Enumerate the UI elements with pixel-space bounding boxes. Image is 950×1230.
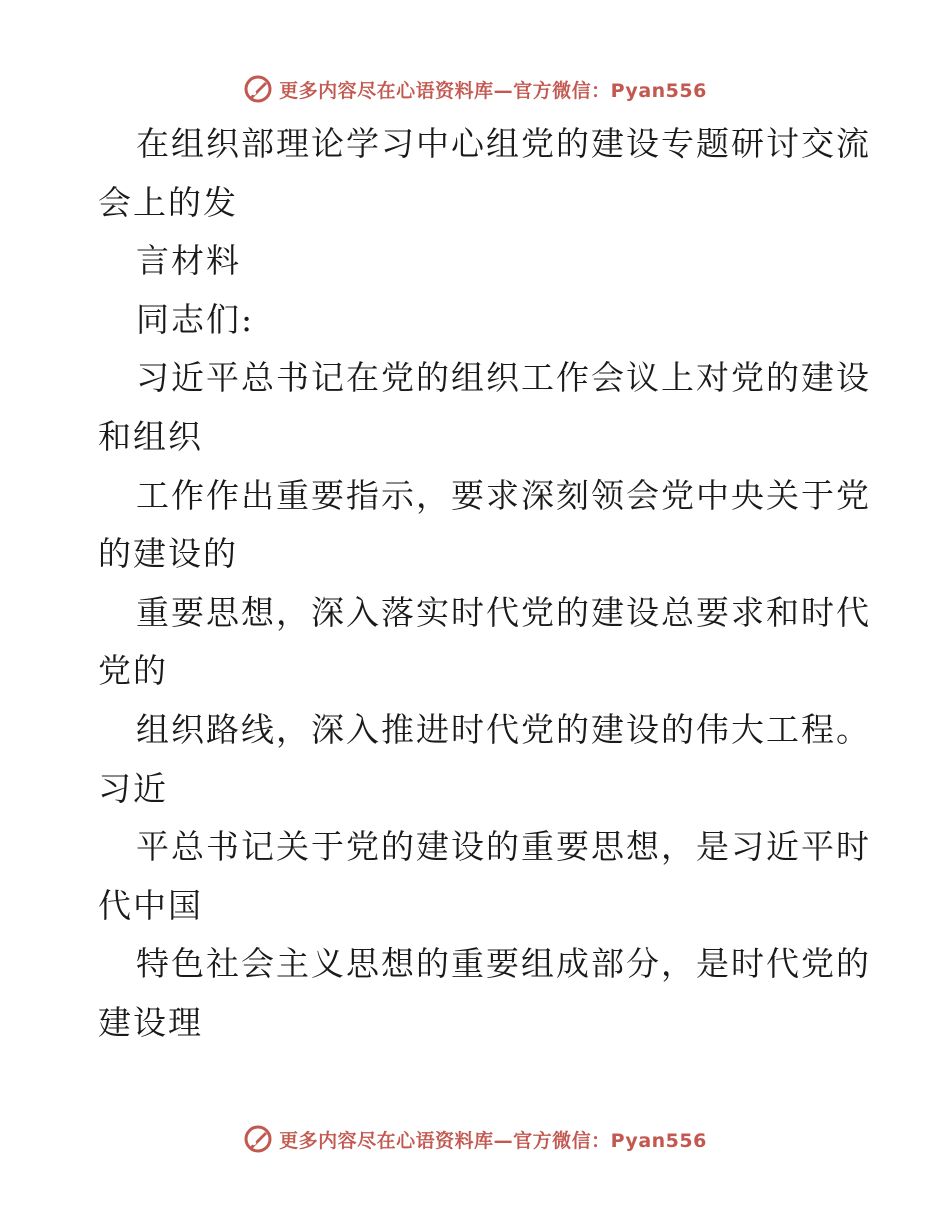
document-line: 习近平总书记在党的组织工作会议上对党的建设 <box>136 358 871 398</box>
document-line: 特色社会主义思想的重要组成部分，是时代党的 <box>136 944 871 984</box>
document-line: 平总书记关于党的建设的重要思想，是习近平时 <box>136 827 871 867</box>
document-line: 工作作出重要指示，要求深刻领会党中央关于党 <box>136 475 871 515</box>
document-line: 党的 <box>98 651 168 691</box>
document-line: 代中国 <box>98 885 203 925</box>
document-line: 和组织 <box>98 417 203 456</box>
document-line: 言材料 <box>136 241 241 281</box>
document-line: 组织路线，深入推进时代党的建设的伟大工程。 <box>136 710 871 749</box>
quill-logo-icon <box>243 1124 273 1154</box>
document-line: 的建设的 <box>98 534 238 574</box>
quill-logo-icon <box>243 74 273 104</box>
document-line: 重要思想，深入落实时代党的建设总要求和时代 <box>136 592 871 632</box>
header-banner <box>0 74 950 104</box>
header-banner-text: 更多内容尽在心语资料库—官方微信：Pyan556 <box>279 79 707 102</box>
footer-banner-text: 更多内容尽在心语资料库—官方微信：Pyan556 <box>279 1129 707 1152</box>
document-line: 建设理 <box>98 1003 203 1042</box>
document-line: 会上的发 <box>98 182 238 222</box>
document-line: 在组织部理论学习中心组党的建设专题研讨交流 <box>136 124 871 163</box>
footer-banner <box>0 1124 950 1154</box>
document-line: 同志们: <box>136 299 255 339</box>
document-line: 习近 <box>98 768 168 808</box>
